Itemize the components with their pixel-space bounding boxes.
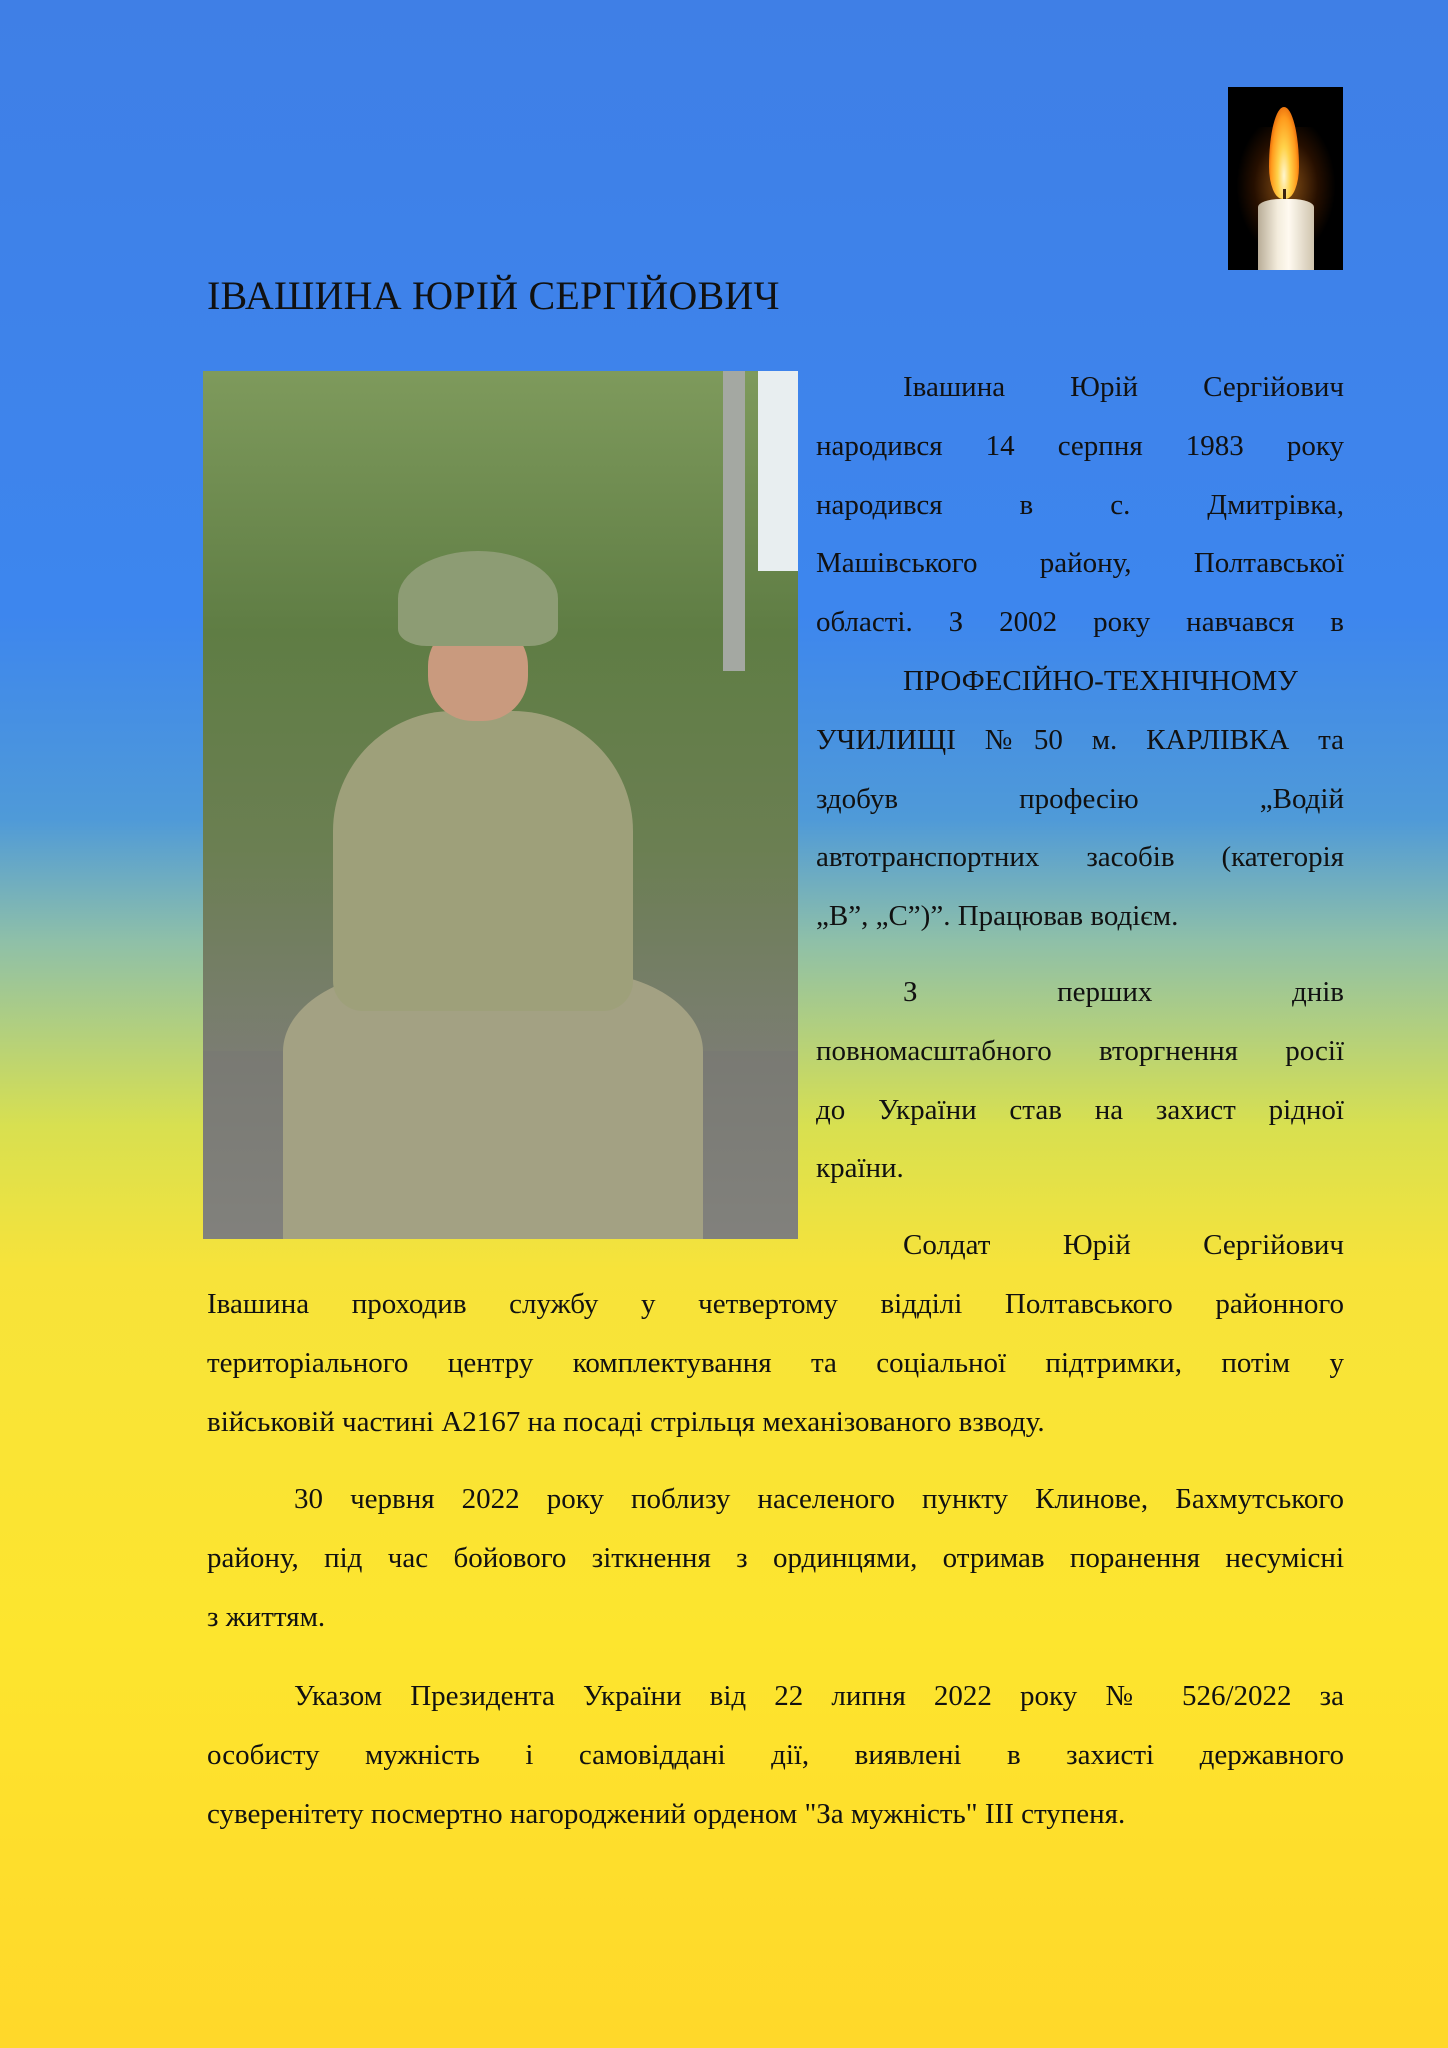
text-line: територіального центру комплектування та соціальної підтримки, потім у — [207, 1346, 1344, 1379]
text-line: з життям. — [207, 1600, 326, 1633]
page-title: ІВАШИНА ЮРІЙ СЕРГІЙОВИЧ — [207, 273, 780, 318]
photo-torso — [333, 711, 633, 1011]
candle-flame — [1269, 107, 1299, 199]
bio-paragraph-3 — [207, 1275, 1344, 1451]
text-line: повномасштабного вторгнення росії — [816, 1034, 1344, 1067]
text-line: військовій частині А2167 на посаді стрільця механізованого взводу. — [207, 1405, 1045, 1438]
bio-paragraph-4 — [207, 1470, 1344, 1646]
text-line: Івашина Юрій Сергійович — [903, 371, 1344, 403]
text-line: УЧИЛИЩІ №50 м. КАРЛІВКА та — [816, 723, 1344, 756]
bio-paragraph-2 — [816, 963, 1344, 1198]
text-line: країни. — [816, 1152, 904, 1185]
text-line: народився в с. Дмитрівка, — [816, 488, 1344, 521]
text-line: до України став на захист рідної — [816, 1093, 1344, 1126]
text-line: ПРОФЕСІЙНО-ТЕХНІЧНОМУ — [903, 664, 1298, 697]
photo-hat — [398, 551, 558, 646]
photo-pole — [723, 371, 745, 671]
bio-paragraph-5 — [207, 1667, 1344, 1843]
text-line: Машівського району, Полтавської — [816, 547, 1344, 580]
text-line: народився 14 серпня 1983 року — [816, 429, 1344, 462]
photo-sky — [758, 371, 798, 571]
text-line: здобув професію „Водій — [816, 782, 1344, 815]
text-line: З перших днів — [903, 976, 1344, 1008]
text-line: Солдат Юрій Сергійович — [903, 1229, 1344, 1261]
text-line: „В”, „С”)”. Працював водієм. — [816, 900, 1179, 933]
candle-body — [1258, 199, 1314, 270]
text-line: району, під час бойового зіткнення з ординцями, отримав поранення несумісні — [207, 1541, 1344, 1574]
photo-legs — [283, 971, 703, 1239]
text-line: області. З 2002 року навчався в — [816, 606, 1344, 639]
text-line: автотранспортних засобів (категорія — [816, 841, 1344, 874]
bio-paragraph-3-start — [816, 1216, 1344, 1275]
text-line: Указом Президента України від 22 липня 2022 року № 526/2022 за — [294, 1680, 1344, 1712]
text-line: 30 червня 2022 року поблизу населеного пункту Клинове, Бахмутського — [294, 1483, 1344, 1515]
candle-image — [1228, 87, 1343, 270]
text-line: суверенітету посмертно нагороджений орденом "За мужність" III ступеня. — [207, 1797, 1126, 1830]
text-line: особисту мужність і самовіддані дії, виявлені в захисті державного — [207, 1738, 1344, 1771]
text-line: Івашина проходив службу у четвертому відділі Полтавського районного — [207, 1288, 1344, 1320]
soldier-portrait-photo — [203, 371, 798, 1239]
bio-paragraph-1 — [816, 358, 1344, 946]
